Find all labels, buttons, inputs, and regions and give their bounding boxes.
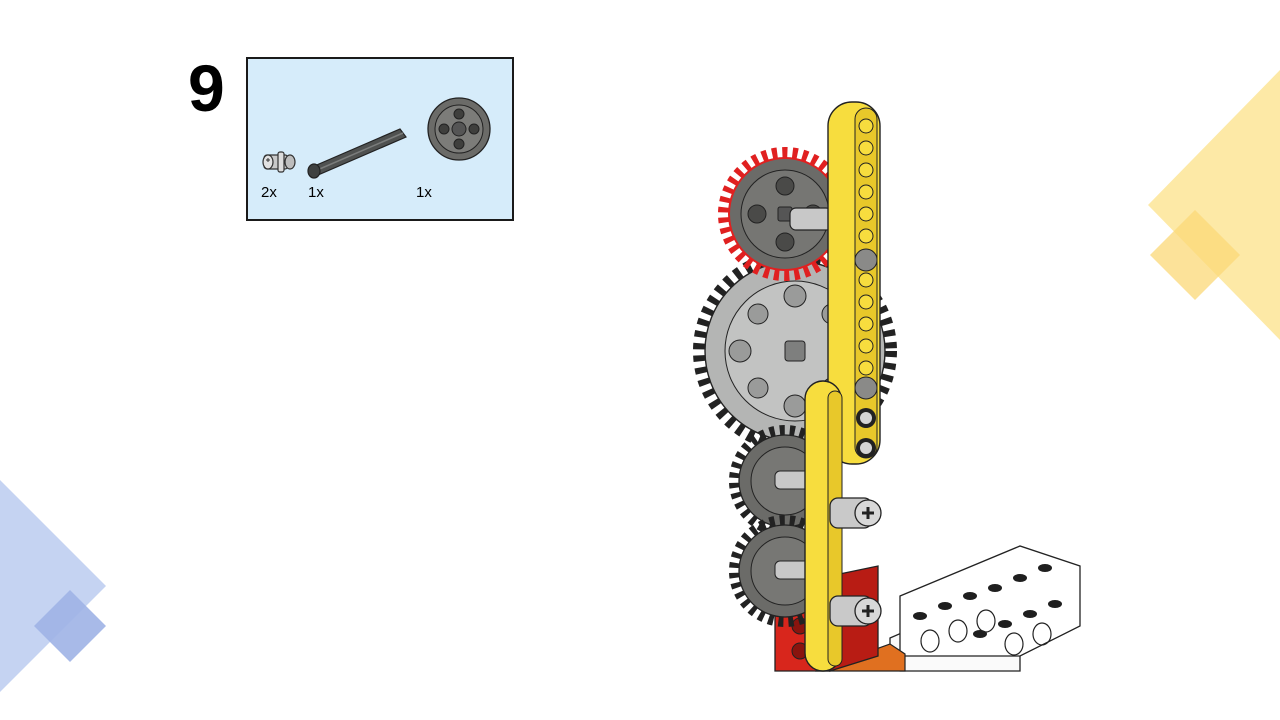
parts-callout xyxy=(246,57,514,221)
connector-peg-icon xyxy=(260,147,300,177)
gear-icon xyxy=(420,89,498,169)
gear-quantity: 1x xyxy=(416,184,432,201)
axle-icon xyxy=(306,121,410,179)
assembly-model-illustration xyxy=(690,96,1090,676)
deco-blue-diamonds xyxy=(0,480,110,720)
deco-yellow-diamonds xyxy=(1140,70,1280,340)
highlighted-gear-icon xyxy=(725,154,845,274)
axle-quantity: 1x xyxy=(308,184,324,201)
white-brick-icon xyxy=(890,546,1080,671)
step-number: 9 xyxy=(188,51,225,125)
connector-peg-quantity: 2x xyxy=(261,184,277,201)
